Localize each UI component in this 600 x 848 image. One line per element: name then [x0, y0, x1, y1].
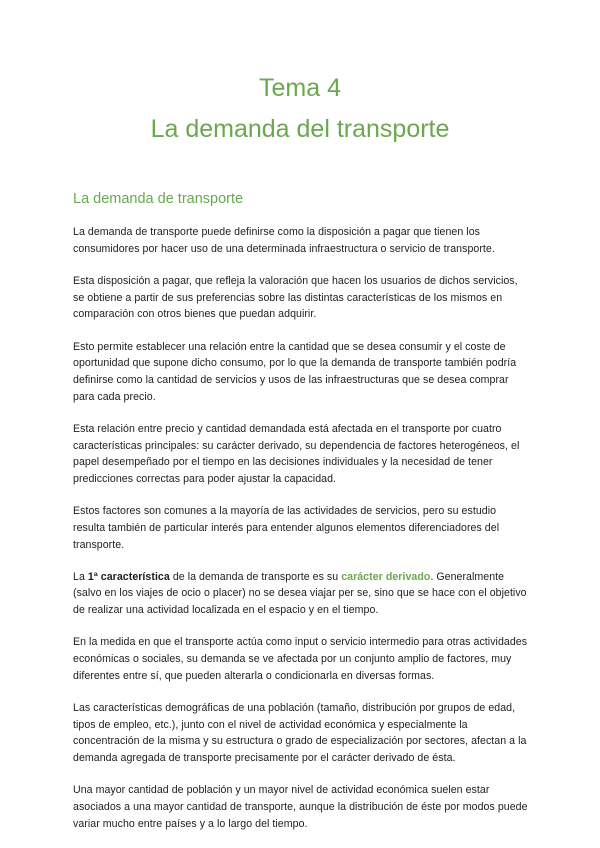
paragraph: Esta relación entre precio y cantidad demandada está afectada en el transporte por cuatro características principales: su carácter derivado, su dependencia de factores heterogéneos, el papel desempeñado por el tiempo en las decisiones individuales y la necesidad de tener predicciones correctas para poder ajustar la capacidad. — [73, 422, 520, 485]
body-text — [73, 224, 529, 848]
text-run: Generalmente (salvo en los viajes de ocio o placer) no se desea viajar per se, sino que se hace con el objetivo de realizar una actividad localizada en el espacio y en el tiempo. — [73, 570, 527, 617]
paragraph: Las características demográficas de una población (tamaño, distribución por grupos de edad, tipos de empleo, etc.), junto con el nivel de actividad económica y especialmente la concentración de la misma y su estructura o grado de especialización por sectores, afectan a la demanda agregada de transporte precisamente por el carácter derivado de ésta. — [73, 701, 527, 765]
paragraph: Esto permite establecer una relación entre la cantidad que se desea consumir y el coste de oportunidad que supone dicho consumo, por lo que la demanda de transporte también podría definirse como la cantidad de servicios y usos de las infraestructuras que se desea comprar para cada precio. — [73, 340, 517, 403]
paragraph: Estos factores son comunes a la mayoría de las actividades de servicios, pero su estudio resulta también de particular interés para entender algunos elementos diferenciadores del transporte. — [73, 505, 500, 551]
text-run: La — [73, 570, 88, 583]
chapter-title: La demanda del transporte — [150, 115, 450, 143]
chapter-number: Tema 4 — [259, 74, 341, 102]
paragraph: En la medida en que el transporte actúa como input o servicio intermedio para otras actividades económicas o sociales, su demanda se ve afectada por un conjunto amplio de factores, muy diferentes entre sí, que pueden alterarla o condicionarla en diversas formas. — [73, 636, 528, 682]
highlighted-term: carácter derivado. — [341, 570, 434, 583]
paragraph: La demanda de transporte puede definirse como la disposición a pagar que tienen los consumidores por hacer uso de una determinada infraestructura o servicio de transporte. — [73, 226, 495, 255]
paragraph-first-characteristic — [73, 569, 529, 619]
text-run: de la demanda de transporte es su — [169, 570, 342, 583]
bold-term: 1ª característica — [87, 570, 170, 583]
section-heading: La demanda de transporte — [73, 191, 244, 207]
paragraph: Una mayor cantidad de población y un mayor nivel de actividad económica suelen estar asociados a una mayor cantidad de transporte, aunque la distribución de éste por modos puede variar mucho entre países y a lo largo del tiempo. — [73, 784, 528, 830]
paragraph: Esta disposición a pagar, que refleja la valoración que hacen los usuarios de dichos servicios, se obtiene a partir de sus preferencias sobre las distintas características de los mismos en comparación con otros bienes que puedan adquirir. — [73, 274, 518, 321]
